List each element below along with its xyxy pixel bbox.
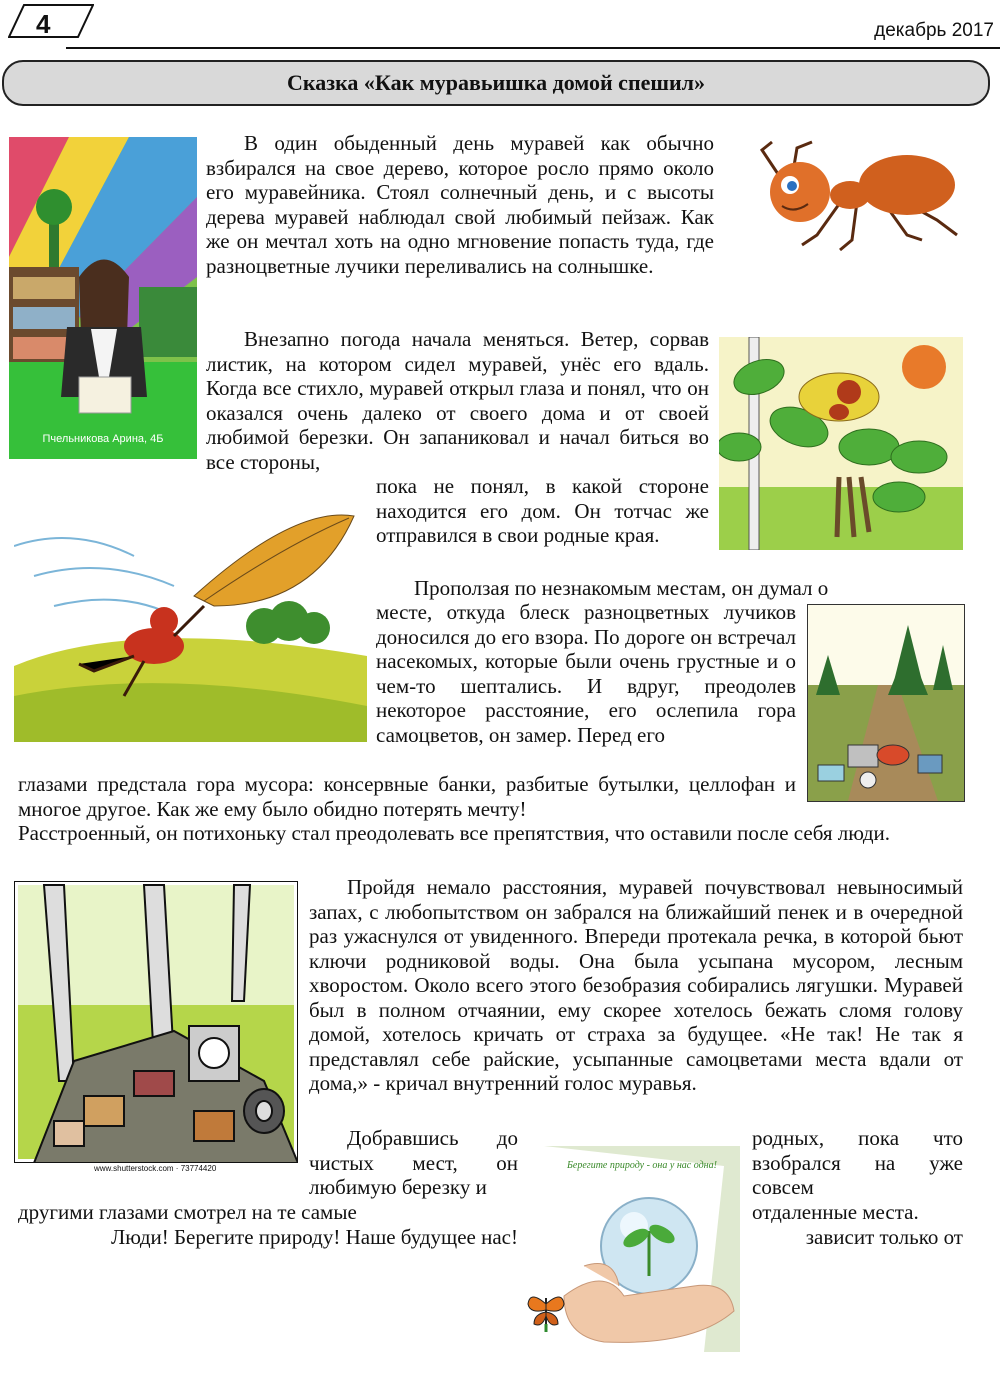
photo-caption: Пчельникова Арина, 4Б — [42, 433, 164, 445]
paragraph-5f: зависит только от — [805, 1225, 963, 1249]
paragraph-3d: Расстроенный, он потихоньку стал преодолевать все препятствия, что оставили после себя люди. — [18, 821, 891, 845]
issue-date: декабрь 2017 — [874, 20, 994, 41]
paragraph-3c: глазами предстала гора мусора: консервные банки, разбитые бутылки, целлофан и многое другое. Как же ему было обидно потерять мечту! — [18, 772, 796, 821]
image-watermark: www.shutterstock.com · 73774420 — [94, 1164, 217, 1173]
paragraph-5b: родных, пока что взобрался на уже совсем — [752, 1126, 963, 1199]
header-rule — [66, 47, 1000, 49]
paragraph-3b: месте, откуда блеск разноцветных лучиков доносился до его взора. По дороге он встречал насекомых, которые были очень грустные и о чем-то шептались. И вдруг, преодолев некоторое расстояние, его ослепила гора самоцветов, он замер. Перед его — [376, 600, 796, 747]
article-title: Сказка «Как муравьишка домой спешил» — [287, 70, 705, 95]
paragraph-2b: пока не понял, в какой стороне находится его дом. Он тотчас же отправился в свои родные края. — [376, 474, 709, 547]
paragraph-5a: Добравшись до чистых мест, он любимую березку и — [309, 1126, 518, 1199]
eco-slogan: Берегите природу - она у нас одна! — [567, 1160, 717, 1171]
page-number-badge — [8, 4, 94, 38]
eco-globe-illustration — [544, 1146, 740, 1352]
ant-on-birch-illustration — [719, 337, 963, 550]
page-number: 4 — [36, 9, 51, 39]
garbage-pile-illustration — [14, 881, 298, 1177]
paragraph-2a: Внезапно погода начала меняться. Ветер, сорвав листик, на котором сидел муравей, унёс его вдаль. Когда все стихло, муравей открыл глаза и понял, что он оказался очень далеко от своего дома и от своей любимой березки. Он запаниковал и начал биться во все стороны, — [206, 327, 709, 474]
paragraph-1: В один обыденный день муравей как обычно взбирался на свое дерево, которое росло прямо около его муравейника. Стоял солнечный день, и с высоты дерева муравей наблюдал свой любимый пейзаж. Как же он мечтал хоть на одно мгновение попасть туда, где разноцветные лучики переливались на солнышке. — [206, 131, 714, 278]
ant-illustration — [722, 140, 972, 255]
forest-trash-illustration — [807, 604, 965, 802]
author-photo — [9, 137, 197, 459]
paragraph-5c: другими глазами смотрел на те самые — [18, 1200, 357, 1224]
paragraph-3a: Проползая по незнакомым местам, он думал о — [414, 576, 829, 600]
paragraph-4: Пройдя немало расстояния, муравей почувствовал невыносимый запах, с любопытством он забрался на ближайший пенек и в очередной раз ужаснулся от увиденного. Впереди протекала речка, в которой бьют ключи родниковой воды. Она была усыпана мусором, лесным хворостом. Около всего этого безобразия собирались лягушки. Муравей был в полном отчаянии, ему скорее хотелось бежать сломя голову домой, хотелось кричать от страха за будущее. «Не так! Не так я представлял себе райские, усыпанные самоцветами места вдали от дома,» - кричал внутренний голос муравья. — [309, 875, 963, 1095]
ant-flying-leaf-illustration — [14, 496, 367, 742]
title-banner — [2, 60, 990, 106]
paragraph-5d: отдаленные места. — [752, 1200, 919, 1224]
paragraph-5e: Люди! Берегите природу! Наше будущее нас! — [110, 1225, 518, 1249]
butterfly-icon — [526, 1290, 566, 1332]
